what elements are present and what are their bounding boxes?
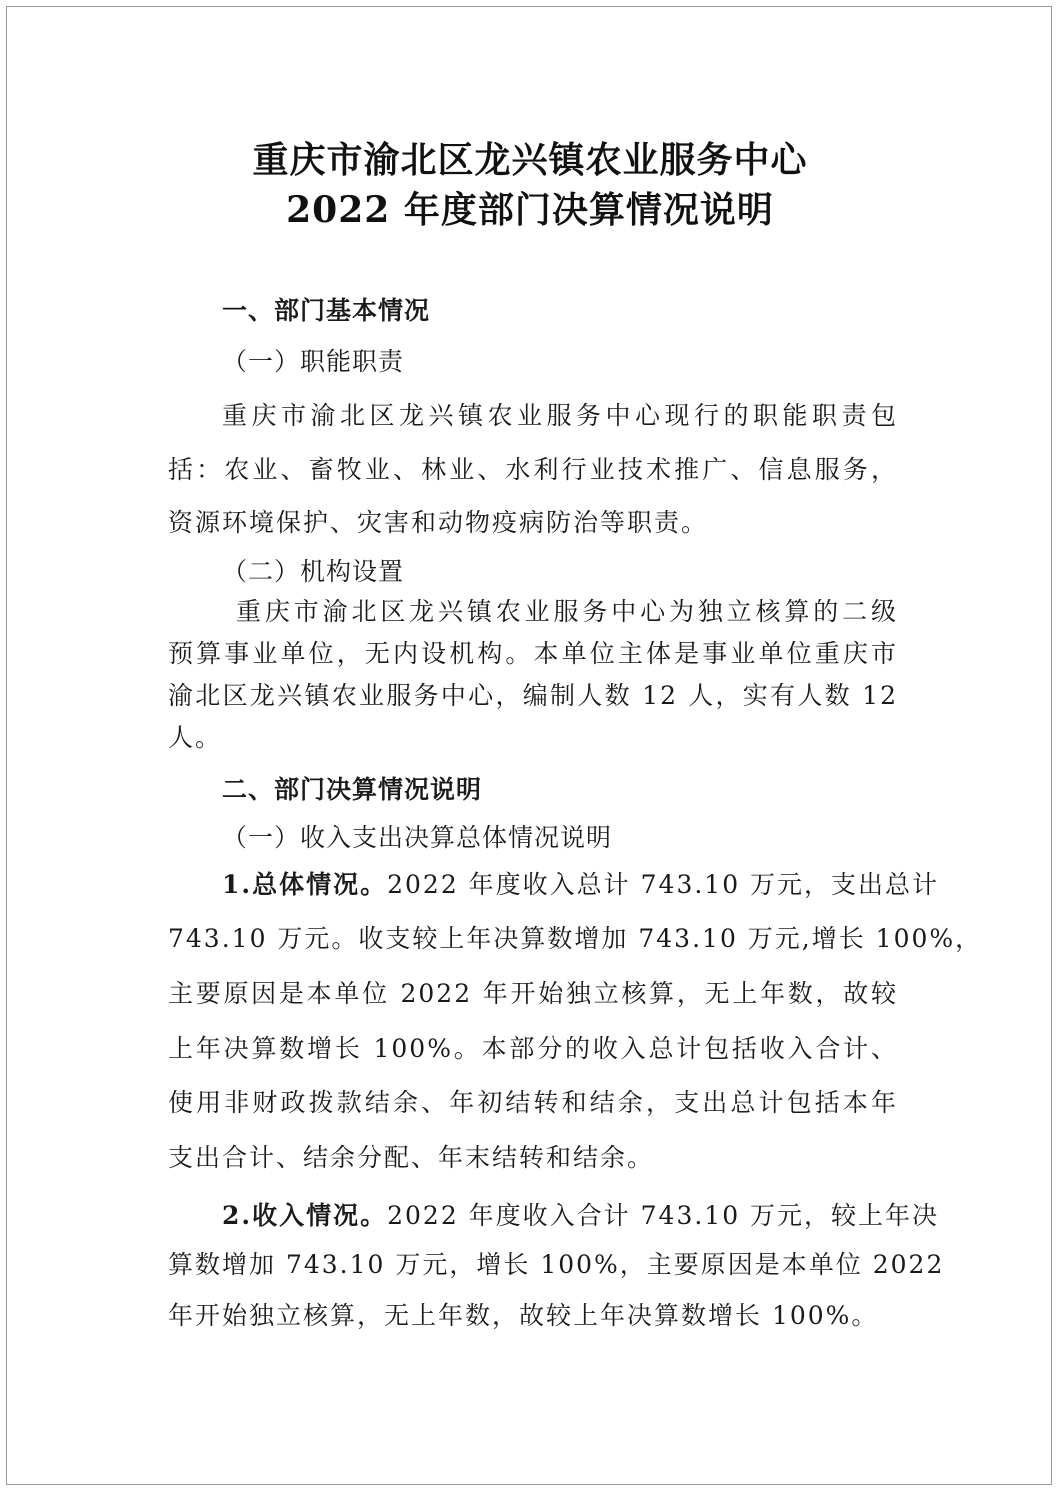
paragraph-line: 渝北区龙兴镇农业服务中心，编制人数 12 人，实有人数 12 [168,681,898,710]
paragraph-line: 支出合计、结余分配、年末结转和结余。 [168,1143,655,1172]
section-heading-final-accounts: 二、部门决算情况说明 [222,775,483,804]
paragraph-line: 主要原因是本单位 2022 年开始独立核算，无上年数，故较 [168,979,898,1008]
paragraph-line: 括：农业、畜牧业、林业、水利行业技术推广、信息服务， [168,455,898,484]
paragraph-lead: 2.收入情况。 [222,1201,388,1230]
paragraph-lead: 1.总体情况。 [222,870,388,899]
paragraph-line: 预算事业单位，无内设机构。本单位主体是事业单位重庆市 [168,639,898,668]
section-heading-basic-info: 一、部门基本情况 [222,296,431,325]
document-title-line-2: 2022 年度部门决算情况说明 [286,189,774,231]
paragraph-text: 2022 年度收入总计 743.10 万元，支出总计 [387,870,940,899]
paragraph-line [222,1201,940,1230]
subsection-heading-organization: （二）机构设置 [222,557,405,586]
paragraph-line: 使用非财政拨款结余、年初结转和结余，支出总计包括本年 [168,1088,898,1117]
paragraph-line: 743.10 万元。收支较上年决算数增加 743.10 万元,增长 100%， [168,924,983,953]
paragraph-line [222,870,940,899]
paragraph-line: 年开始独立核算，无上年数，故较上年决算数增长 100%。 [168,1301,879,1330]
subsection-heading-functions: （一）职能职责 [222,347,405,376]
paragraph-line: 重庆市渝北区龙兴镇农业服务中心为独立核算的二级 [236,597,898,626]
paragraph-line: 资源环境保护、灾害和动物疫病防治等职责。 [168,508,709,537]
document-title-line-1: 重庆市渝北区龙兴镇农业服务中心 [252,139,808,181]
paragraph-line: 重庆市渝北区龙兴镇农业服务中心现行的职能职责包 [222,401,898,430]
paragraph-line: 上年决算数增长 100%。本部分的收入总计包括收入合计、 [168,1034,898,1063]
paragraph-text: 2022 年度收入合计 743.10 万元，较上年决 [387,1201,940,1230]
paragraph-line: 人。 [168,723,223,752]
paragraph-line: 算数增加 743.10 万元，增长 100%，主要原因是本单位 2022 [168,1250,945,1279]
subsection-heading-income-expense: （一）收入支出决算总体情况说明 [222,823,613,852]
